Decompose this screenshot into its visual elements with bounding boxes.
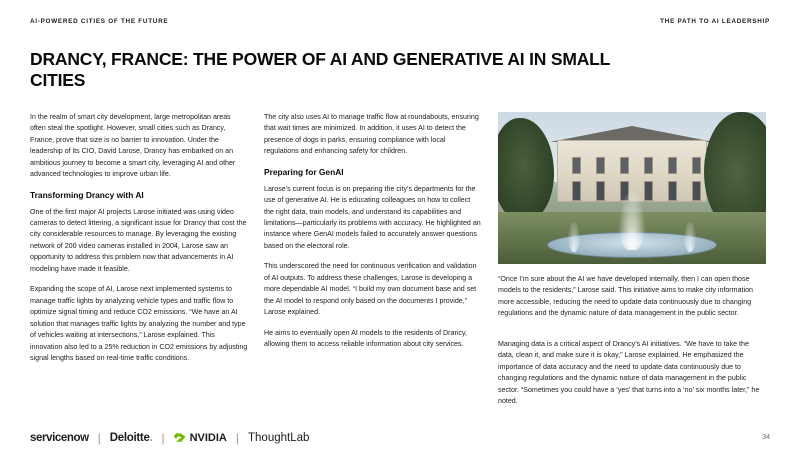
photo-window (572, 181, 581, 201)
photo-fountain-jet (568, 222, 580, 252)
nvidia-logo (174, 432, 227, 444)
deloitte-dot-icon: . (149, 431, 153, 444)
middle-paragraph-4: He aims to eventually open AI models to the residents of Drancy, allowing them to access reliable information about city services. (264, 328, 467, 349)
column-middle (264, 112, 482, 417)
photo-window (692, 181, 701, 201)
column-left (30, 112, 248, 417)
middle-paragraph-1: The city also uses AI to manage traffic flow at roundabouts, ensuring that wait times are minimized. In addition, it uses AI to detect the presence of dogs in parks, ensuring compliance with local regulations and enhancing safety for children. (264, 112, 479, 156)
sponsor-logos (30, 431, 309, 445)
logo-separator: | (161, 430, 165, 445)
content-columns (30, 112, 770, 417)
left-intro-paragraph: In the realm of smart city development, large metropolitan areas often steal the spotlight. However, small cities such as Drancy, France, prove that size is no barrier to innovation. Under the leadership of its CIO, David Larose, Drancy has embarked on an ambitious journey to become a smart city, leveraging AI and other advanced technologies to improve urban life. (30, 112, 236, 179)
photo-fountain-main-jet (619, 192, 645, 250)
logo-separator: | (235, 430, 239, 445)
photo-window (644, 157, 653, 174)
page-header (30, 18, 770, 31)
photo-window (596, 157, 605, 174)
photo-window (668, 181, 677, 201)
nvidia-eye-icon (174, 432, 187, 443)
thoughtlab-logo: ThoughtLab (248, 431, 310, 444)
header-right-label: THE PATH TO AI LEADERSHIP (660, 18, 770, 25)
photo-window (620, 157, 629, 174)
photo-window (668, 157, 677, 174)
right-quote-paragraph-2: Managing data is a critical aspect of Drancy’s AI initiatives. “We have to take the data, clean it, and make sure it is okay,” Larose explained. He emphasized the importance of data accuracy and the need to update data continuously due to changing regulations and the dynamic nature of data management in the public sector. “Sometimes you could have a ‘yes’ that turns into a ‘no’ six months later,” he noted. (498, 339, 760, 406)
right-quote-paragraph-1: “Once I’m sure about the AI we have developed internally, then I can open those models to the residents,” Larose said. This initiative aims to make city information more accessible, reducing the need to update data continuously due to changing regulations and the dynamic nature of data management in the public sector. (498, 274, 753, 318)
chateau-photo (498, 112, 766, 264)
photo-window (644, 181, 653, 201)
middle-paragraph-2: Larose’s current focus is on preparing the city’s departments for the use of generative AI. He is educating colleagues on how to collect the right data, train models, and understand its capabilities and limitations—particularly its problems with accuracy. He highlighted an instance where GenAI models failed to accurately answer questions based on the electoral role. (264, 184, 481, 250)
middle-paragraph-3: This underscored the need for continuous verification and validation of AI outputs. To address these challenges, Larose is developing a more dependable AI model. “I build my own document base and set the AI model to respond only based on the documents I provide,” Larose explained. (264, 262, 477, 317)
photo-window (572, 157, 581, 174)
photo-window (692, 157, 701, 174)
deloitte-logo (110, 432, 153, 444)
logo-separator: | (97, 430, 101, 445)
page-number: 34 (762, 434, 770, 442)
middle-subheading: Preparing for GenAI (264, 166, 344, 177)
column-right (498, 112, 766, 417)
header-left-label: AI-POWERED CITIES OF THE FUTURE (30, 18, 169, 25)
left-paragraph-1: One of the first major AI projects Larose initiated was using video cameras to detect littering, a significant issue for Drancy that cost the city considerable resources to manage. By leveraging the existing network of 200 video cameras installed in 2004, Larose saw an opportunity to address this problem now that advancements in AI modeling have made it feasible. (30, 207, 247, 273)
left-subheading: Transforming Drancy with AI (30, 189, 144, 200)
photo-window (596, 181, 605, 201)
nvidia-logo-label: NVIDIA (189, 431, 227, 444)
page-footer (30, 421, 770, 445)
photo-fountain-jet (684, 222, 696, 252)
left-paragraph-2: Expanding the scope of AI, Larose next implemented systems to manage traffic lights by analyzing vehicle types and traffic flow to optimize signal timing and reduce CO2 emissions. “We have an AI solution that manages traffic lights by analyzing the number and type of vehicles waiting at intersections,” Larose explained. This innovation also led to a 25% reduction in CO2 emissions by adjusting signal lengths based on real-time traffic conditions. (30, 285, 248, 363)
servicenow-logo: servicenow (30, 431, 89, 444)
page-title: DRANCY, FRANCE: THE POWER OF AI AND GENERATIVE AI IN SMALL CITIES (30, 49, 610, 91)
deloitte-logo-label: Deloitte (109, 431, 150, 444)
